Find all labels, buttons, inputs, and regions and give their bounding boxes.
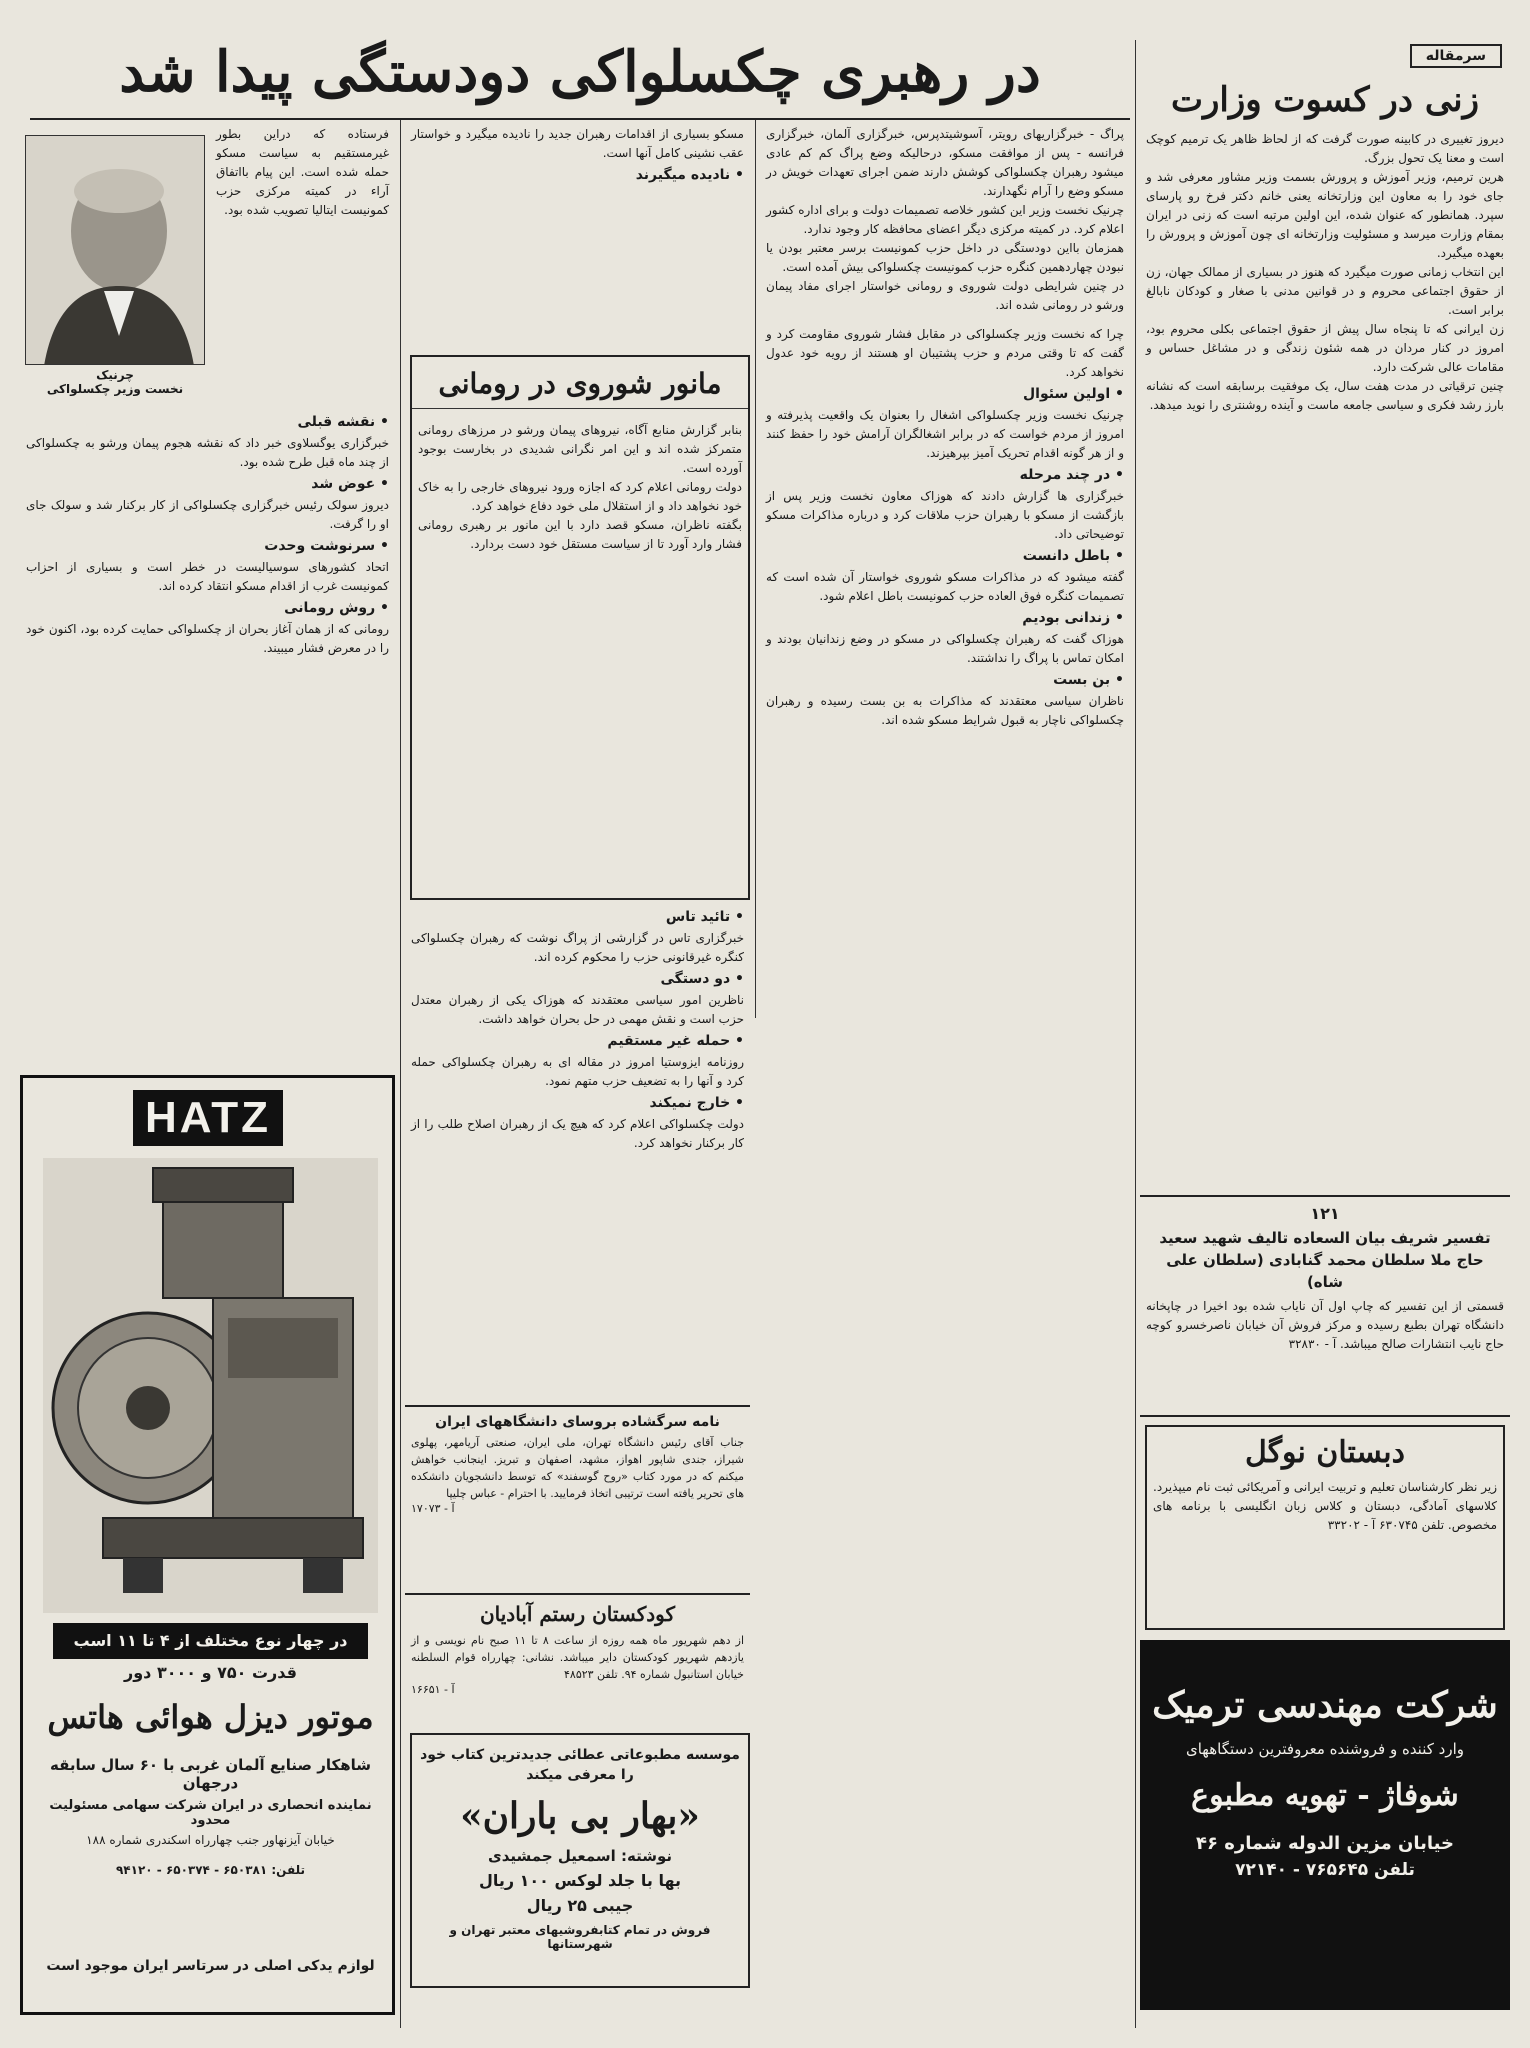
- news-subheading: • دو دستگی: [660, 971, 744, 987]
- rostam-body: از دهم شهریور ماه همه روزه از ساعت ۸ تا ۱۱ صبح نام نویسی و از یازدهم شهریور کودکستان دایر میباشد. نشانی: چهارراه قوام السلطنه خیابان استانبول شماره ۹۴. تلفن ۴۸۵۲۳: [411, 1634, 745, 1681]
- news-paragraph: رومانی که از همان آغاز بحران از چکسلواکی حمایت کرده بود، اکنون خود را در معرض فشار میبیند.: [26, 622, 389, 655]
- editorial-paragraph: زن ایرانی که تا پنجاه سال پیش از حقوق اجتماعی بکلی محروم بود، امروز در کنار مردان در همه شئون زندگی و در مشاغل حساس و مقامات عالی شرکت دارد.: [1146, 322, 1504, 374]
- news-subheading: • اولین سئوال: [1023, 386, 1124, 402]
- portrait: [25, 135, 205, 365]
- hatz-brand: HATZ: [133, 1090, 283, 1146]
- news-subheading: • حمله غیر مستقیم: [607, 1033, 744, 1049]
- kindergarten-ad: [1145, 1425, 1505, 1630]
- news-paragraph: دیروز سولک رئیس خبرگزاری چکسلواکی از کار برکنار شد و سولک جای او را گرفت.: [26, 498, 389, 531]
- hatz-footer: لوازم یدکی اصلی در سرتاسر ایران موجود است: [46, 1958, 375, 1974]
- news-paragraph: گفته میشود که در مذاکرات مسکو شوروی خواستار آن شده است که تصمیمات کنگره فوق العاده حزب کمونیست باطل اعلام شود.: [766, 570, 1124, 603]
- open-letter-code: آ - ۱۷۰۷۳: [411, 1502, 455, 1515]
- rostam-code: آ - ۱۶۶۵۱: [411, 1683, 455, 1696]
- romania-paragraph: بگفته ناظران، مسکو قصد دارد با این مانور بر رهبری رومانی فشار وارد آورد تا از سیاست مستقل خود دست بردارد.: [418, 518, 742, 551]
- news-paragraph: پراگ - خبرگزاریهای رویتر، آسوشیتدپرس، خبرگزاری آلمان، خبرگزاری فرانسه - پس از موافقت مسکو، درحالیکه وضع پراگ کم کم عادی میشود رهبران چکسلواکی کوشش دارند ضمن اجرای تعهدات خویش در مسکو وضع را آرام نگهدارند.: [766, 127, 1124, 198]
- editorial-paragraph: این انتخاب زمانی صورت میگیرد که هنوز در بسیاری از ممالک جهان، زن از حقوق اجتماعی محروم و در قوانین مدنی با صغار و کودکان نابالغ برابر است.: [1146, 265, 1504, 317]
- hatz-title: موتور دیزل هوائی هاتس: [47, 1698, 374, 1736]
- news-subheading: • عوض شد: [311, 476, 389, 492]
- news-paragraph: خبرگزاری ها گزارش دادند که هوزاک معاون نخست وزیر پس از بازگشت از مسکو با رهبران حزب ملاقات کرد و درباره مذاکرات مسکو توضیحاتی داد.: [766, 489, 1124, 541]
- editorial-paragraph: چنین ترقیاتی در مدت هفت سال، یک موفقیت برسابقه است که نشانه بارز رشد فکری و سیاسی جامعه ماست و آینده روشنتری را نوید میدهد.: [1146, 379, 1504, 412]
- portrait-caption-title: نخست وزیر چکسلواکی: [46, 382, 184, 396]
- news-paragraph: همزمان بااین دودستگی در داخل حزب کمونیست برسر معتبر بودن یا نبودن چهاردهمین کنگره حزب کمونیست چکسلواکی بیش آمده است.: [766, 241, 1124, 274]
- news-subheading: • سرنوشت وحدت: [264, 538, 389, 554]
- news-subheading: • روش رومانی: [284, 600, 389, 616]
- news-subheading: • نادیده میگیرند: [635, 167, 744, 183]
- hatz-power: در چهار نوع مختلف از ۴ تا ۱۱ اسب: [53, 1623, 368, 1659]
- termik-subtitle: وارد کننده و فروشنده معروفترین دستگاههای: [1186, 1740, 1464, 1758]
- termik-address: خیابان مزین الدوله شماره ۴۶: [1195, 1833, 1454, 1854]
- news-paragraph: مسکو بسیاری از اقدامات رهبران جدید را نادیده میگیرد و خواستار عقب نشینی کامل آنها است.: [411, 127, 744, 160]
- book-author: نوشته: اسمعیل جمشیدی: [487, 1847, 673, 1865]
- news-subheading: • باطل دانست: [1022, 548, 1124, 564]
- termik-ad: [1140, 1640, 1510, 2010]
- open-letter: [405, 1410, 750, 1590]
- termik-phone: تلفن ۷۶۵۶۴۵ - ۷۲۱۴۰: [1235, 1860, 1415, 1880]
- engine-image: [43, 1158, 378, 1613]
- news-subheading: • زندانی بودیم: [1022, 610, 1124, 626]
- open-letter-body: جناب آقای رئیس دانشگاه تهران، ملی ایران، صنعتی آریامهر، پهلوی شیراز، جندی شاپور اهواز، مشهد، اصفهان و تبریز. اینجانب خواهش میکنم که در مورد کتاب «روح گوسفند» که توسط دانشجویان دانشکده های تحریر یافته است ترتیبی اتخاذ فرمایید. با احترام - عباس چلیپا: [411, 1436, 744, 1500]
- news-paragraph: روزنامه ایزوستیا امروز در مقاله ای به رهبران چکسلواکی حمله کرد و آنها را به تضعیف حزب متهم نمود.: [411, 1055, 744, 1088]
- editorial-paragraph: هرین ترمیم، وزیر آموزش و پرورش بسمت وزیر مشاور معرفی شد و جای خود را به معاون این وزارتخانه یعنی خانم دکتر فرخ رو پارسای سپرد. همانطور که عنوان شده، این اولین مرتبه است که زنی در ایران بمقام وزارت میرسد و مسئولیت وزارتخانه ای چون آموزش و پرورش را بعهده میگیرد.: [1146, 170, 1504, 260]
- editorial: [1140, 40, 1510, 1190]
- book-title: «بهار بی باران»: [460, 1795, 700, 1837]
- announcement-body: قسمتی از این تفسیر که چاپ اول آن نایاب شده بود اخیرا در چاپخانه دانشگاه تهران بطبع رسیده و مرکز فروش آن خیابان ناصرخسرو کوچه حاج نایب انتشارات صالح میباشد. آ - ۳۲۸۳۰: [1146, 1299, 1504, 1351]
- hatz-rpm: قدرت ۷۵۰ و ۳۰۰۰ دور: [124, 1663, 297, 1682]
- editorial-label: سرمقاله: [1410, 44, 1502, 68]
- news-right-column: [760, 125, 1130, 2005]
- hatz-ad: [20, 1075, 395, 2015]
- news-paragraph: دولت چکسلواکی اعلام کرد که هیچ یک از رهبران اصلاح طلب را از کار برکنار نخواهد کرد.: [411, 1117, 744, 1150]
- book-ad: [410, 1733, 750, 1988]
- hatz-phone: تلفن: ۶۵۰۳۸۱ - ۶۵۰۳۷۴ - ۹۴۱۲۰: [115, 1863, 306, 1877]
- open-letter-title: نامه سرگشاده بروسای دانشگاههای ایران: [435, 1414, 720, 1430]
- news-subheading: • در چند مرحله: [1019, 467, 1124, 483]
- book-price-pocket: جیبی ۲۵ ریال: [526, 1896, 634, 1915]
- romania-box: [410, 355, 750, 900]
- news-lead: چرا که نخست وزیر چکسلواکی در مقابل فشار شوروی مقاومت کرد و گفت که تا وقتی مردم و حزب پشتیبان او هستند از رویه خود عدول نخواهد کرد.: [766, 327, 1124, 379]
- news-center-column: [405, 125, 750, 355]
- news-subheading: • تائید تاس: [665, 909, 744, 925]
- book-intro: موسسه مطبوعاتی عطائی جدیدترین کتاب خود را معرفی میکند: [420, 1747, 740, 1783]
- news-subheading: • بن بست: [1053, 672, 1124, 688]
- news-subheading: • خارج نمیکند: [649, 1095, 744, 1111]
- rostam-kindergarten-ad: [405, 1598, 750, 1728]
- news-left-lower: [20, 410, 395, 1070]
- announcement-number: ۱۲۱: [1310, 1204, 1340, 1223]
- news-paragraph: چرنیک نخست وزیر چکسلواکی اشغال را بعنوان یک واقعیت پذیرفته و امروز از مردم خواست که در برابر اشغالگران آرامش خود را حفظ کنند و از هر گونه اقدام تحریک آمیز بپرهیزند.: [766, 408, 1124, 460]
- news-paragraph: اتحاد کشورهای سوسیالیست در خطر است و بسیاری از احزاب کمونیست غرب از اقدام مسکو انتقاد کرده اند.: [26, 560, 389, 593]
- portrait-image: [25, 136, 204, 365]
- romania-paragraph: دولت رومانی اعلام کرد که اجازه ورود نیروهای خارجی را به خاک خود نخواهد داد و از استقلال ملی خود دفاع خواهد کرد.: [418, 480, 742, 513]
- hatz-agent: نماینده انحصاری در ایران شرکت سهامی مسئولیت محدود: [49, 1798, 372, 1828]
- romania-title: مانور شوروی در رومانی: [412, 367, 748, 409]
- news-subheading: • نقشه قبلی: [297, 414, 389, 430]
- editorial-title: زنی در کسوت وزارت: [1170, 80, 1480, 120]
- headline: [30, 30, 1130, 115]
- headline-text: در رهبری چکسلواکی دودستگی پیدا شد: [119, 39, 1041, 105]
- romania-paragraph: بنابر گزارش منابع آگاه، نیروهای پیمان ورشو در مرزهای رومانی متمرکز شده اند و این امر نگرانی شدیدی در بخارست بوجود آورده است.: [418, 423, 742, 475]
- news-paragraph: خبرگزاری یوگسلاوی خبر داد که نقشه هجوم پیمان ورشو به چکسلواکی از چند ماه قبل طرح شده بود.: [26, 436, 389, 469]
- portrait-caption: [25, 368, 205, 408]
- announcement-title: تفسیر شریف بیان السعاده تالیف شهید سعید حاج ملا سلطان محمد گنابادی (سلطان علی شاه): [1159, 1229, 1491, 1291]
- hatz-maker: شاهکار صنایع آلمان غربی با ۶۰ سال سابقه درجهان: [49, 1756, 371, 1792]
- news-paragraph: ناظرین امور سیاسی معتقدند که هوزاک یکی از رهبران معتدل حزب است و نقش مهمی در حل بحران خواهد داشت.: [411, 993, 744, 1026]
- news-paragraph: چرنیک نخست وزیر این کشور خلاصه تصمیمات دولت و برای اداره کشور اعلام کرد. در کمیته مرکزی دیگر اعضای محافظه کار وجود ندارد.: [765, 203, 1124, 236]
- news-paragraph: در چنین شرایطی دولت شوروی و رومانی خواستار اجرای مفاد پیمان ورشو در رومانی شده اند.: [766, 279, 1124, 312]
- editorial-paragraph: دیروز تغییری در کابینه صورت گرفت که از لحاظ ظاهر یک ترمیم کوچک است و معنا یک تحول بزرگ.: [1146, 132, 1504, 165]
- news-paragraph: فرستاده که دراین بطور غیرمستقیم به سیاست مسکو حمله شده است. این پیام بااتفاق آراء در کمیته مرکزی حزب کمونیست ایتالیا تصویب شده بود.: [216, 127, 389, 217]
- news-paragraph: خبرگزاری تاس در گزارشی از پراگ نوشت که رهبران چکسلواکی کنگره غیرقانونی حزب را محکوم کرده اند.: [411, 931, 744, 964]
- termik-product: شوفاژ - تهویه مطبوع: [1191, 1778, 1459, 1813]
- book-price-deluxe: بها با جلد لوکس ۱۰۰ ریال: [478, 1871, 682, 1890]
- news-paragraph: هوزاک گفت که رهبران چکسلواکی در مسکو در وضع زندانیان بودند و امکان تماس با پراگ را نداشتند.: [766, 632, 1124, 665]
- kindergarten-title: دبستان نوگل: [1245, 1435, 1405, 1470]
- portrait-caption-name: چرنیک: [96, 368, 134, 382]
- hatz-address: خیابان آیزنهاور جنب چهارراه اسکندری شماره ۱۸۸: [86, 1833, 335, 1847]
- news-center-lower: [405, 905, 750, 1400]
- announcement: [1140, 1200, 1510, 1410]
- book-sales: فروش در تمام کتابفروشیهای معتبر تهران و شهرستانها: [449, 1923, 711, 1951]
- termik-title: شرکت مهندسی ترمیک: [1152, 1684, 1498, 1726]
- kindergarten-body: زیر نظر کارشناسان تعلیم و تربیت ایرانی و آمریکائی ثبت نام میپذیرد. کلاسهای آمادگی، دبستان و کلاس زبان انگلیسی با برنامه های مخصوص. تلفن ۶۳۰۷۴۵ آ - ۳۳۲۰۲: [1153, 1480, 1497, 1532]
- rostam-title: کودکستان رستم آبادیان: [479, 1602, 676, 1626]
- news-paragraph: ناظران سیاسی معتقدند که مذاکرات به بن بست رسیده و رهبران چکسلواکی ناچار به قبول شرایط مسکو شده اند.: [766, 694, 1124, 727]
